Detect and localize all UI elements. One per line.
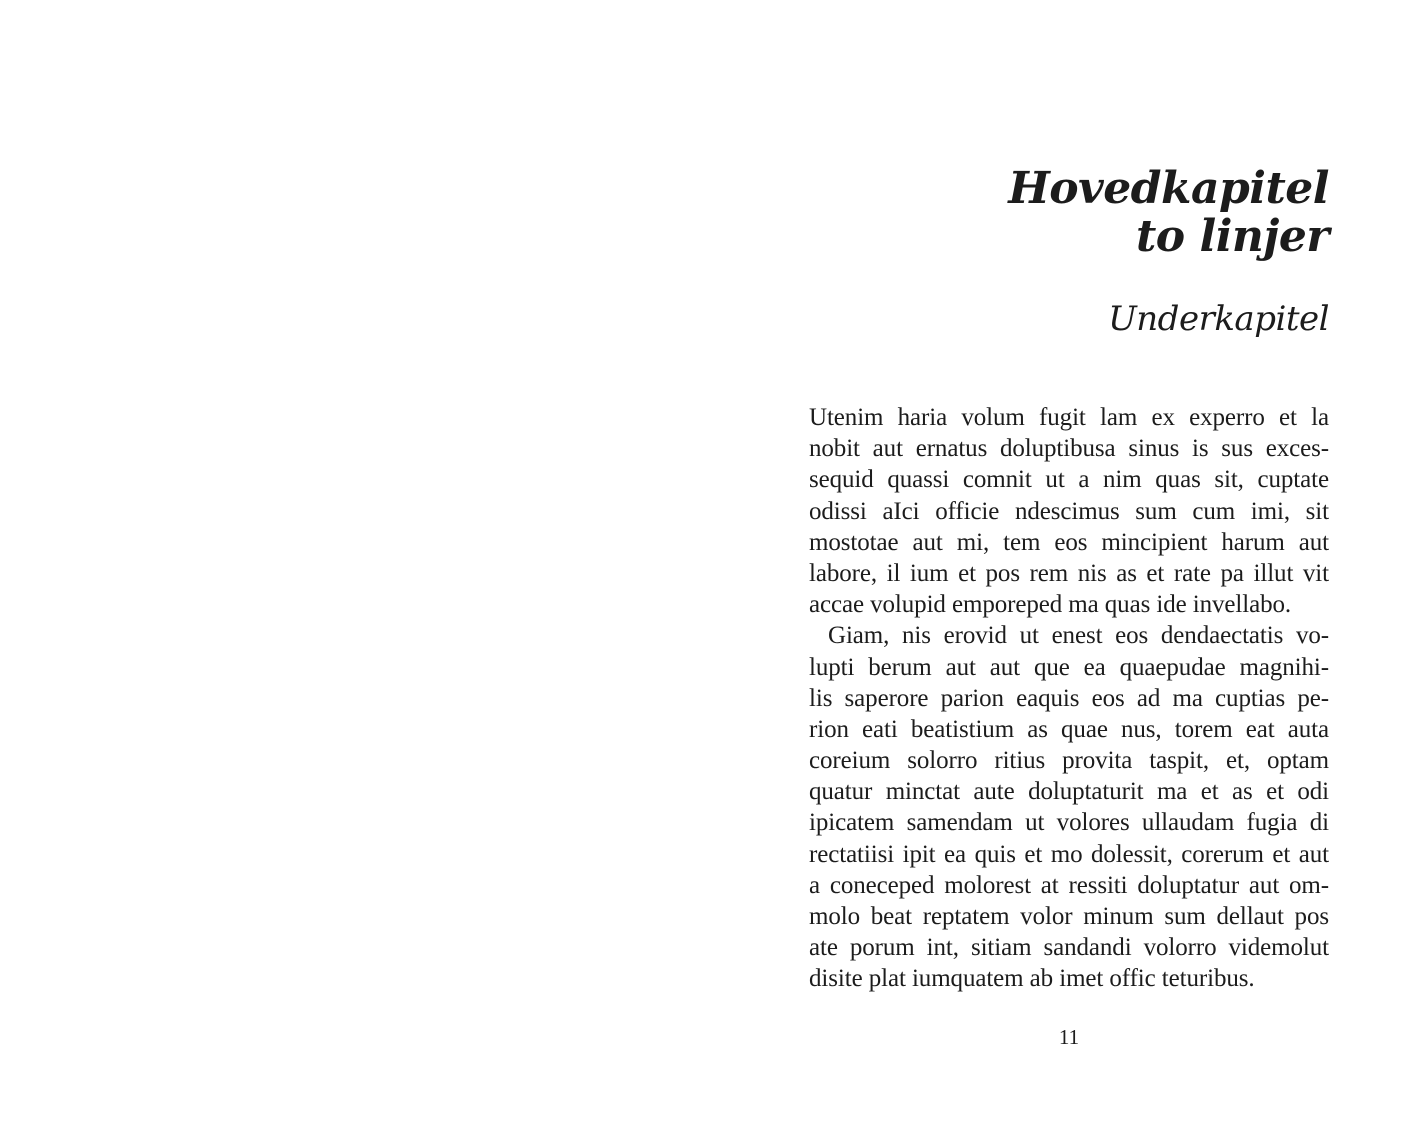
- text-line: Giam, nis erovid ut enest eos dendaectatis vo-: [828, 622, 1329, 650]
- text-line: a coneceped molorest at ressiti doluptatur aut om-: [809, 871, 1329, 899]
- text-line: labore, il ium et pos rem nis as et rate pa illut vit: [809, 559, 1329, 587]
- text-line: lis saperore parion eaquis eos ad ma cuptias pe-: [809, 684, 1329, 712]
- chapter-title-line-1: Hovedkapitel: [1008, 163, 1329, 214]
- text-line: ate porum int, sitiam sandandi volorro videmolut: [809, 934, 1329, 962]
- text-line: accae volupid emporeped ma quas ide invellabo.: [809, 591, 1292, 619]
- left-page-blank: [0, 0, 708, 1122]
- paragraph-2: [809, 620, 1329, 994]
- text-line: quatur minctat aute doluptaturit ma et as et odi: [809, 778, 1329, 806]
- text-line: rectatiisi ipit ea quis et mo dolessit, corerum et aut: [809, 840, 1329, 868]
- text-line: molo beat reptatem volor minum sum dellaut pos: [809, 903, 1329, 930]
- body-text: [809, 402, 1329, 995]
- chapter-title-line-2: to linjer: [1135, 211, 1329, 262]
- text-line: mostotae aut mi, tem eos mincipient harum aut: [809, 528, 1329, 556]
- text-line: sequid quassi comnit ut a nim quas sit, cuptate: [809, 466, 1329, 494]
- chapter-title: [809, 165, 1329, 261]
- text-line: coreium solorro ritius provita taspit, et, optam: [809, 747, 1329, 775]
- text-line: lupti berum aut aut que ea quaepudae magnihi-: [809, 653, 1329, 681]
- text-line: nobit aut ernatus doluptibusa sinus is sus exces-: [809, 435, 1329, 463]
- text-line: Utenim haria volum fugit lam ex experro et la: [809, 404, 1329, 431]
- text-line: odissi aIci officie ndescimus sum cum imi, sit: [809, 497, 1329, 525]
- text-line: disite plat iumquatem ab imet offic teturibus.: [809, 965, 1255, 993]
- text-line: rion eati beatistium as quae nus, torem eat auta: [809, 715, 1329, 743]
- page-number: 11: [1058, 1025, 1080, 1049]
- right-page: [709, 0, 1417, 1122]
- paragraph-1: [809, 402, 1329, 620]
- text-line: ipicatem samendam ut volores ullaudam fugia di: [809, 809, 1329, 837]
- subchapter-title: Underkapitel: [1108, 299, 1329, 339]
